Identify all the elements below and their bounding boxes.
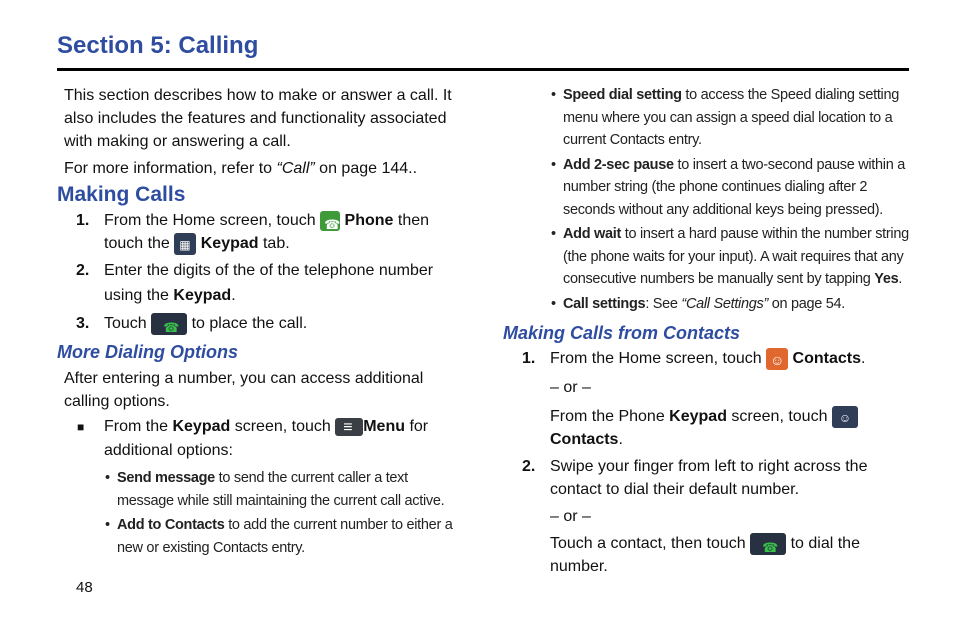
square-bullet-icon: ■ [77,420,85,434]
call-button-icon [750,533,786,555]
from-contacts-step-1: 1. From the Home screen, touch ☺ Contacts. [503,347,913,370]
keypad-icon [174,233,196,255]
making-calls-step-1: 1. From the Home screen, touch ☎ Phone then touch the ▦ Keypad tab. [57,209,467,255]
right-column [503,84,913,578]
call-reference: “Call” [276,160,315,177]
add-to-contacts-bullet: • Add to Contacts to add the current number to either a new or existing Contacts entry. [105,517,453,556]
making-calls-step-2: 2. Enter the digits of the of the telephone number using the Keypad. [76,262,434,304]
touch-contact-instruction: Touch a contact, then touch ☎ to dial the number. [503,532,913,578]
intro-paragraph: This section describes how to make or answer a call. It also includes the features and functionality associated with making or answering a call. [64,87,452,150]
or-separator-2: – or – [550,508,591,525]
title-rule [57,68,909,71]
intro-reference: For more information, refer to “Call” on page 144.. [64,160,418,177]
send-message-bullet: • Send message to send the current caller a text message while still maintaining the current call active. [105,470,445,509]
add-pause-bullet: • Add 2-sec pause to insert a two-second pause within a number string (the phone continues dialing after 2 seconds without any additional keys being pressed). [551,156,905,218]
add-wait-bullet: • Add wait to insert a hard pause within the number string (the phone waits for your input). A wait requires that any consecutive numbers be manually sent by tapping Yes. [551,226,909,287]
page-title: Section 5: Calling [57,32,259,59]
making-calls-step-3: 3. Touch ☎ to place the call. [57,312,467,335]
more-dialing-paragraph: After entering a number, you can access additional calling options. [64,370,424,410]
contacts-icon [766,348,788,370]
left-column [57,84,467,559]
more-dialing-heading: More Dialing Options [57,342,239,362]
speed-dial-bullet: • Speed dial setting to access the Speed dialing setting menu where you can assign a speed dial location to a current Contacts entry. [551,87,900,148]
call-button-icon [151,313,187,335]
menu-icon [335,418,363,436]
page-number: 48 [76,579,93,596]
or-separator: – or – [550,379,591,396]
phone-icon [320,211,340,231]
more-dialing-menu-item: ■ From the Keypad screen, touch ≡Menu for additional options: [57,415,467,463]
call-settings-bullet: • Call settings: See “Call Settings” on page 54. [551,295,846,312]
from-contacts-step-2: 2. Swipe your finger from left to right across the contact to dial their default number. [522,458,868,498]
contacts-tab-icon [832,406,858,428]
making-calls-heading: Making Calls [57,183,186,206]
from-contacts-alternative: From the Phone Keypad screen, touch ☺ Contacts. [503,405,913,451]
from-contacts-heading: Making Calls from Contacts [503,323,741,343]
